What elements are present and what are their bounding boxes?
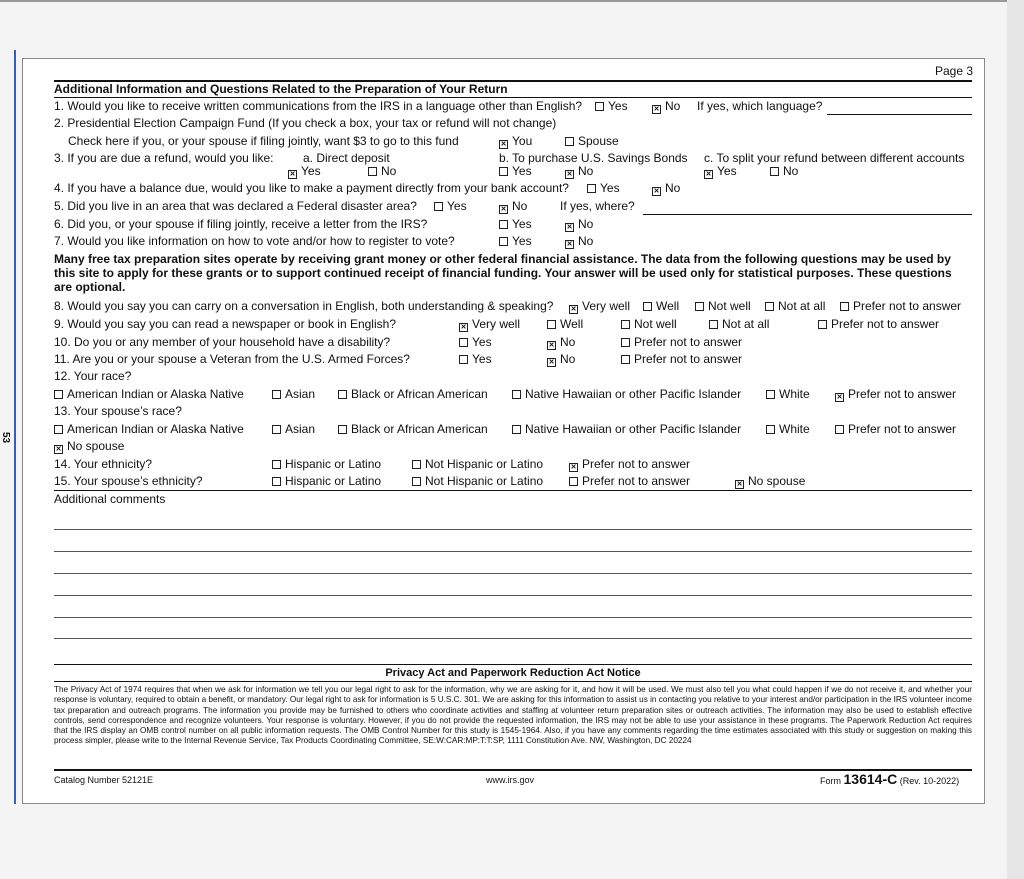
question-4: 4. If you have a balance due, would you like to make a payment directly from your bank account? (54, 181, 569, 195)
q13-prefer-not-checkbox[interactable] (835, 425, 844, 434)
q3c-yes-option[interactable]: ✕ Yes (704, 164, 737, 179)
comment-line[interactable] (54, 638, 972, 639)
q5-no-option[interactable]: ✕ No (499, 199, 527, 214)
optional-questions-notice: Many free tax preparation sites operate by receiving grant money or other federal financial assistance. The data from the following questions may be used by this site to apply for these grants or to support continued receipt of financial funding. Your answer will be used only for statistical purposes. These questions are optional. (54, 252, 952, 294)
q10-prefer-not-option[interactable]: Prefer not to answer (621, 335, 742, 349)
question-15: 15. Your spouse’s ethnicity? (54, 474, 203, 488)
question-14: 14. Your ethnicity? (54, 457, 153, 471)
q1-yes-option[interactable]: Yes (595, 99, 628, 113)
q13-asian-option[interactable]: Asian (272, 422, 315, 436)
q11-prefer-not-checkbox[interactable] (621, 355, 630, 364)
question-12: 12. Your race? (54, 369, 132, 383)
q14-hispanic-option[interactable]: Hispanic or Latino (272, 457, 381, 471)
q3c-no-option[interactable]: No (770, 164, 798, 178)
q8-well-checkbox[interactable] (643, 302, 652, 311)
comment-line[interactable] (54, 551, 972, 552)
q12-asian-option[interactable]: Asian (272, 387, 315, 401)
q14-not-hispanic-checkbox[interactable] (412, 460, 421, 469)
q12-american-indian-checkbox[interactable] (54, 390, 63, 399)
page-edge-bar (14, 50, 16, 804)
question-5: 5. Did you live in an area that was declared a Federal disaster area? (54, 199, 417, 213)
q10-yes-checkbox[interactable] (459, 338, 468, 347)
question-8: 8. Would you say you can carry on a conversation in English, both understanding & speaking? (54, 299, 554, 313)
q9-not-well-option[interactable]: Not well (621, 317, 677, 331)
q15-not-hispanic-checkbox[interactable] (412, 477, 421, 486)
side-page-number: 53 (0, 431, 12, 444)
privacy-title: Privacy Act and Paperwork Reduction Act Notice (385, 667, 641, 679)
q10-no-option[interactable]: ✕ No (547, 335, 575, 350)
q11-yes-checkbox[interactable] (459, 355, 468, 364)
q3c-yes-checkbox[interactable] (704, 170, 713, 179)
q8-very-well-option[interactable]: ✕ Very well (569, 299, 630, 314)
q12-white-checkbox[interactable] (766, 390, 775, 399)
privacy-top-rule (54, 664, 972, 665)
q11-no-option[interactable]: ✕ No (547, 352, 575, 367)
q8-prefer-not-checkbox[interactable] (840, 302, 849, 311)
q12-asian-checkbox[interactable] (272, 390, 281, 399)
q6-no-option[interactable]: ✕ No (565, 217, 593, 232)
q12-black-checkbox[interactable] (338, 390, 347, 399)
question-13: 13. Your spouse’s race? (54, 404, 182, 418)
q13-hawaiian-checkbox[interactable] (512, 425, 521, 434)
additional-comments-label: Additional comments (54, 492, 166, 506)
q4-no-checkbox[interactable] (652, 187, 661, 196)
q9-very-well-option[interactable]: ✕ Very well (459, 317, 520, 332)
q9-prefer-not-checkbox[interactable] (818, 320, 827, 329)
q5-yes-option[interactable]: Yes (434, 199, 467, 213)
viewer-right-margin (1007, 0, 1024, 879)
q11-yes-option[interactable]: Yes (459, 352, 492, 366)
page-label: Page 3 (935, 64, 974, 78)
q14-prefer-not-checkbox[interactable] (569, 463, 578, 472)
section-rule (54, 97, 972, 98)
form-number: 13614-C (843, 771, 898, 787)
section-title: Additional Information and Questions Related to the Preparation of Your Return (54, 82, 508, 96)
q9-well-option[interactable]: Well (547, 317, 583, 331)
comments-top-rule (54, 490, 972, 491)
comment-line[interactable] (54, 595, 972, 596)
q6-yes-option[interactable]: Yes (499, 217, 532, 231)
q8-not-at-all-option[interactable]: Not at all (765, 299, 825, 313)
q2-check-label: Check here if you, or your spouse if filing jointly, want $3 to go to this fund (68, 134, 459, 148)
window-top-border (0, 0, 1024, 2)
q8-not-at-all-checkbox[interactable] (765, 302, 774, 311)
q13-no-spouse-checkbox[interactable] (54, 445, 63, 454)
q3b-label: b. To purchase U.S. Savings Bonds (499, 151, 688, 165)
q13-asian-checkbox[interactable] (272, 425, 281, 434)
q13-black-option[interactable]: Black or African American (338, 422, 488, 436)
q7-no-checkbox[interactable] (565, 240, 574, 249)
q9-not-at-all-checkbox[interactable] (709, 320, 718, 329)
q1-language-label: If yes, which language? (697, 99, 823, 113)
q15-not-hispanic-option[interactable]: Not Hispanic or Latino (412, 474, 543, 488)
q15-no-spouse-option[interactable]: ✕ No spouse (735, 474, 805, 489)
q12-white-option[interactable]: White (766, 387, 810, 401)
privacy-title-rule (54, 681, 972, 682)
comment-line[interactable] (54, 529, 972, 530)
q2-you-option[interactable]: ✕ You (499, 134, 532, 149)
q3c-label: c. To split your refund between different accounts (704, 151, 965, 165)
q2-spouse-option[interactable]: Spouse (565, 134, 619, 148)
q3c-no-checkbox[interactable] (770, 167, 779, 176)
q9-not-at-all-option[interactable]: Not at all (709, 317, 769, 331)
question-6: 6. Did you, or your spouse if filing jointly, receive a letter from the IRS? (54, 217, 428, 231)
q15-hispanic-option[interactable]: Hispanic or Latino (272, 474, 381, 488)
question-2: 2. Presidential Election Campaign Fund (If you check a box, your tax or refund will not change) (54, 116, 557, 130)
q12-american-indian-option[interactable]: American Indian or Alaska Native (54, 387, 244, 401)
q10-no-checkbox[interactable] (547, 341, 556, 350)
q12-prefer-not-checkbox[interactable] (835, 393, 844, 402)
q8-well-option[interactable]: Well (643, 299, 679, 313)
q5-yes-checkbox[interactable] (434, 202, 443, 211)
q3a-yes-option[interactable]: ✕Yes (288, 164, 321, 179)
q8-very-well-checkbox[interactable] (569, 305, 578, 314)
q4-yes-checkbox[interactable] (587, 184, 596, 193)
q6-yes-checkbox[interactable] (499, 220, 508, 229)
q14-hispanic-checkbox[interactable] (272, 460, 281, 469)
q13-prefer-not-option[interactable]: Prefer not to answer (835, 422, 956, 436)
q3a-no-option[interactable]: No (368, 164, 396, 178)
q11-prefer-not-option[interactable]: Prefer not to answer (621, 352, 742, 366)
question-10: 10. Do you or any member of your household have a disability? (54, 335, 391, 349)
q1-no-checkbox[interactable] (652, 105, 661, 114)
q7-yes-checkbox[interactable] (499, 237, 508, 246)
q3a-label: a. Direct deposit (303, 151, 390, 165)
q4-no-option[interactable]: ✕ No (652, 181, 680, 196)
q15-prefer-not-option[interactable]: Prefer not to answer (569, 474, 690, 488)
irs-website: www.irs.gov (486, 775, 535, 785)
q9-very-well-checkbox[interactable] (459, 323, 468, 332)
privacy-notice-text: The Privacy Act of 1974 requires that when we ask for information we tell you our legal right to ask for the information, why we are asking for it, and how it will be used. We must also tell you what could happen if we do not receive it, and whether your response is voluntary, required to obtain a benefit, or mandatory. Our legal right to ask for information is 5 U.S.C. 301. We are asking for this information to assist us in contacting you relative to your interest and/or participation in the IRS volunteer income tax preparation and outreach programs. The information you provide may be furnished to others who coordinate activities and staffing at volunteer return preparation sites or outreach activities. The information may also be used to establish effective controls, send correspondence and recognize volunteers. Your response is voluntary. However, if you do not provide the requested information, the IRS may not be able to use your assistance in these programs. The Paperwork Reduction Act requires that the IRS display an OMB control number on all public information requests. The OMB Control Number for this study is 1545-1964. Also, if you have any comments regarding the time estimates associated with this study or suggestion on making this process simpler, please write to the Internal Revenue Service, Tax Products Coordinating Committee, SE:W:CAR:MP:T:T:SP, 1111 Constitution Ave. NW, Washington, DC 20224 (54, 685, 972, 746)
catalog-number: Catalog Number 52121E (54, 775, 154, 785)
q8-prefer-not-option[interactable]: Prefer not to answer (840, 299, 961, 313)
q15-prefer-not-checkbox[interactable] (569, 477, 578, 486)
q13-white-option[interactable]: White (766, 422, 810, 436)
q6-no-checkbox[interactable] (565, 223, 574, 232)
q4-yes-option[interactable]: Yes (587, 181, 620, 195)
q13-no-spouse-option[interactable]: ✕No spouse (54, 439, 124, 454)
q9-prefer-not-option[interactable]: Prefer not to answer (818, 317, 939, 331)
question-3: 3. If you are due a refund, would you like: (54, 151, 274, 165)
q3b-yes-option[interactable]: Yes (499, 164, 532, 178)
q3a-yes-checkbox[interactable] (288, 170, 297, 179)
q12-black-option[interactable]: Black or African American (338, 387, 488, 401)
q13-black-checkbox[interactable] (338, 425, 347, 434)
q13-american-indian-checkbox[interactable] (54, 425, 63, 434)
q15-hispanic-checkbox[interactable] (272, 477, 281, 486)
question-7: 7. Would you like information on how to vote and/or how to register to vote? (54, 234, 455, 248)
q3b-no-option[interactable]: ✕ No (565, 164, 593, 179)
q12-hawaiian-checkbox[interactable] (512, 390, 521, 399)
question-9: 9. Would you say you can read a newspaper or book in English? (54, 317, 396, 331)
q3a-no-checkbox[interactable] (368, 167, 377, 176)
q12-hawaiian-option[interactable]: Native Hawaiian or other Pacific Islander (512, 387, 741, 401)
q13-white-checkbox[interactable] (766, 425, 775, 434)
q11-no-checkbox[interactable] (547, 358, 556, 367)
q3b-yes-checkbox[interactable] (499, 167, 508, 176)
question-11: 11. Are you or your spouse a Veteran from the U.S. Armed Forces? (54, 352, 410, 366)
q7-yes-option[interactable]: Yes (499, 234, 532, 248)
q10-yes-option[interactable]: Yes (459, 335, 492, 349)
q3b-no-checkbox[interactable] (565, 170, 574, 179)
q2-you-checkbox[interactable] (499, 140, 508, 149)
q12-prefer-not-option[interactable]: ✕ Prefer not to answer (835, 387, 956, 402)
q8-not-well-option[interactable]: Not well (695, 299, 751, 313)
q2-spouse-checkbox[interactable] (565, 137, 574, 146)
q5-where-field[interactable] (643, 214, 972, 215)
q8-not-well-checkbox[interactable] (695, 302, 704, 311)
q15-no-spouse-checkbox[interactable] (735, 480, 744, 489)
q1-yes-checkbox[interactable] (595, 102, 604, 111)
q13-american-indian-option[interactable]: American Indian or Alaska Native (54, 422, 244, 436)
q14-prefer-not-option[interactable]: ✕ Prefer not to answer (569, 457, 690, 472)
question-1: 1. Would you like to receive written communications from the IRS in a language other than English? (54, 99, 583, 113)
q10-prefer-not-checkbox[interactable] (621, 338, 630, 347)
comment-line[interactable] (54, 617, 972, 618)
q14-not-hispanic-option[interactable]: Not Hispanic or Latino (412, 457, 543, 471)
form-revision: (Rev. 10-2022) (899, 776, 960, 786)
q1-language-field[interactable] (827, 114, 972, 115)
q9-well-checkbox[interactable] (547, 320, 556, 329)
comment-line[interactable] (54, 573, 972, 574)
q13-hawaiian-option[interactable]: Native Hawaiian or other Pacific Islander (512, 422, 741, 436)
q9-not-well-checkbox[interactable] (621, 320, 630, 329)
q5-no-checkbox[interactable] (499, 205, 508, 214)
q1-no-option[interactable]: ✕ No (652, 99, 680, 114)
q5-where-label: If yes, where? (560, 199, 635, 213)
form-identifier: Form 13614-C (Rev. 10-2022) (820, 771, 960, 787)
q7-no-option[interactable]: ✕ No (565, 234, 593, 249)
